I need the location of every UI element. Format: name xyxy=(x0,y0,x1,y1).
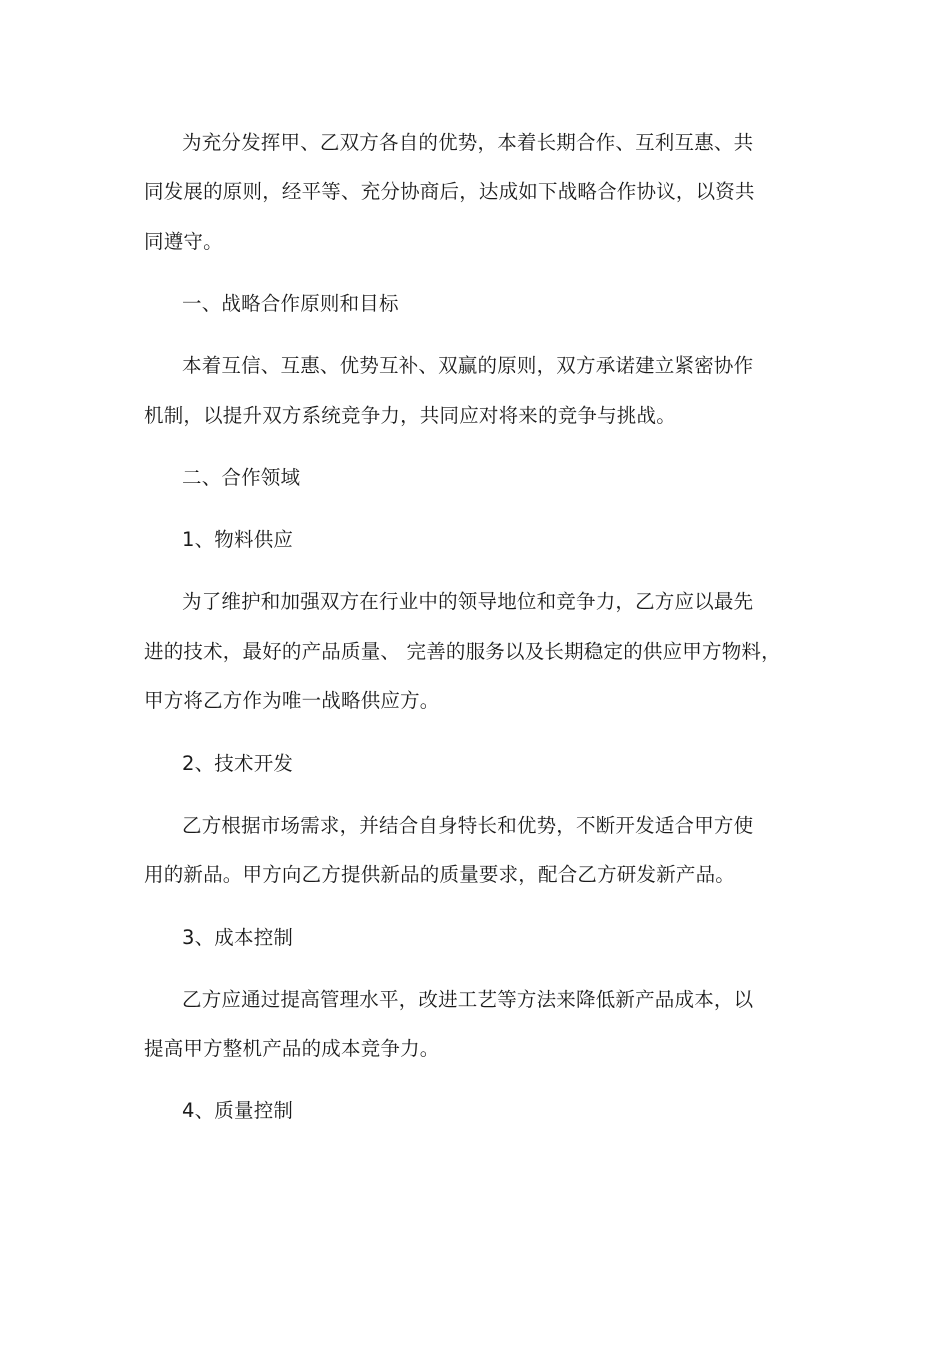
intro-paragraph-line-1: 为充分发挥甲、乙双方各自的优势，本着长期合作、互利互惠、共 xyxy=(182,131,754,154)
supply-paragraph-line-3: 甲方将乙方作为唯一战略供应方。 xyxy=(144,689,440,712)
subsection-heading-1: 1、物料供应 xyxy=(182,528,294,551)
cost-paragraph-line-2: 提高甲方整机产品的成本竞争力。 xyxy=(144,1037,440,1060)
section-heading-1: 一、战略合作原则和目标 xyxy=(182,292,399,315)
subsection-heading-2: 2、技术开发 xyxy=(182,752,294,775)
supply-paragraph-line-1: 为了维护和加强双方在行业中的领导地位和竞争力，乙方应以最先 xyxy=(182,590,754,613)
principle-paragraph-line-1: 本着互信、互惠、优势互补、双赢的原则，双方承诺建立紧密协作 xyxy=(182,354,754,377)
cost-paragraph-line-1: 乙方应通过提高管理水平，改进工艺等方法来降低新产品成本，以 xyxy=(182,988,754,1011)
intro-paragraph-line-2: 同发展的原则，经平等、充分协商后，达成如下战略合作协议，以资共 xyxy=(144,180,755,203)
subsection-heading-4: 4、质量控制 xyxy=(182,1099,294,1122)
section-heading-2: 二、合作领域 xyxy=(182,466,301,489)
supply-paragraph-line-2: 进的技术，最好的产品质量、 完善的服务以及长期稳定的供应甲方物料， xyxy=(144,640,781,663)
tech-paragraph-line-2: 用的新品。甲方向乙方提供新品的质量要求，配合乙方研发新产品。 xyxy=(144,863,736,886)
subsection-heading-3: 3、成本控制 xyxy=(182,926,294,949)
principle-paragraph-line-2: 机制，以提升双方系统竞争力，共同应对将来的竞争与挑战。 xyxy=(144,404,676,427)
tech-paragraph-line-1: 乙方根据市场需求，并结合自身特长和优势，不断开发适合甲方使 xyxy=(182,814,754,837)
intro-paragraph-line-3: 同遵守。 xyxy=(144,230,223,253)
